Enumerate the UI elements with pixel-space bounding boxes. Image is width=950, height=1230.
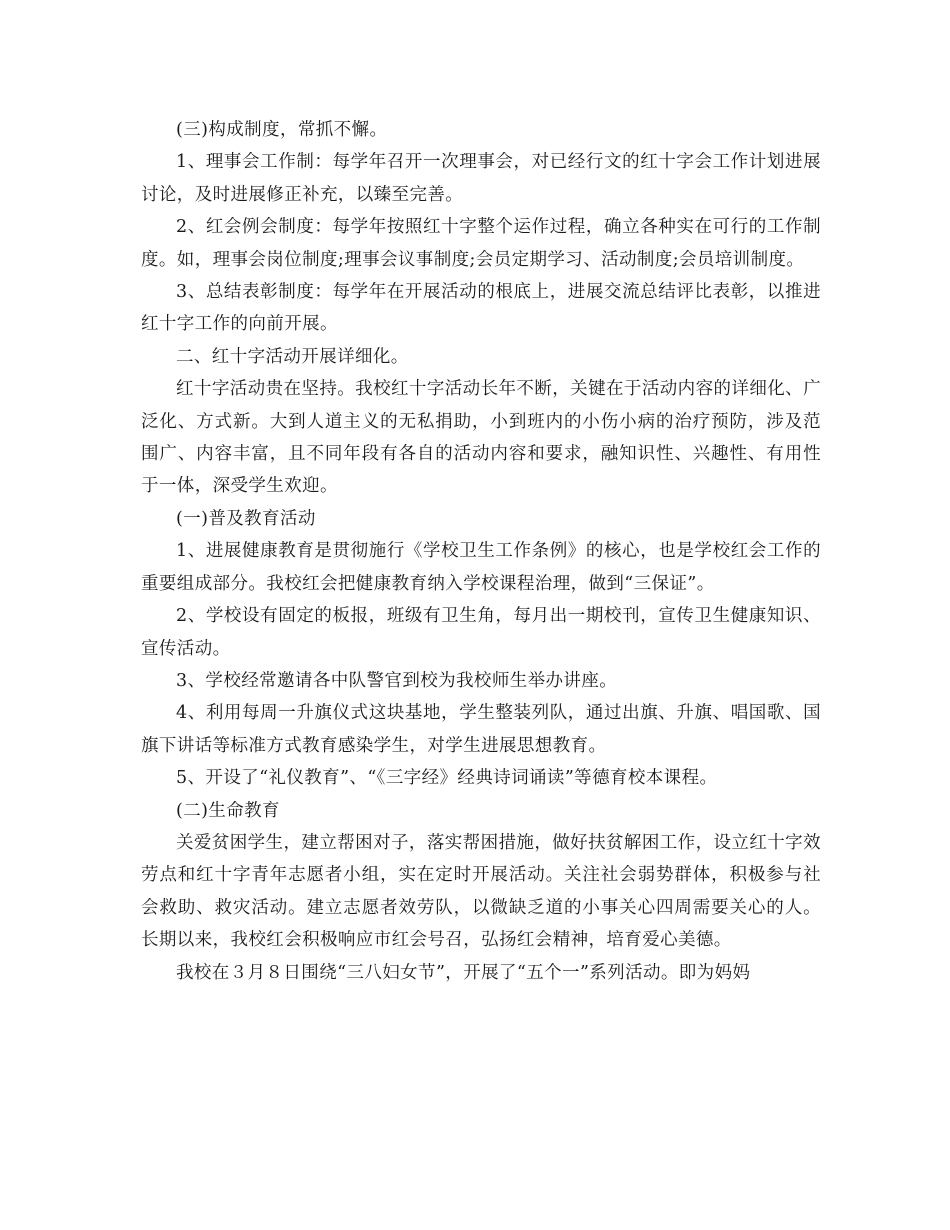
paragraph-heading-activities: 二、红十字活动开展详细化。: [176, 346, 409, 367]
paragraph-health-education: 1、进展健康教育是贯彻施行《学校卫生工作条例》的核心，也是学校红会工作的重要组成部分。我校红会把健康教育纳入学校课程治理，做到“三保证”。: [141, 541, 821, 594]
paragraph-womens-day: 我校在３月８日围绕“三八妇女节”，开展了“五个一”系列活动。即为妈妈: [176, 962, 751, 983]
paragraph-courses: 5、开设了“礼仪教育”、“《三字经》经典诗词诵读”等德育校本课程。: [176, 768, 718, 789]
paragraph-council-work: 1、理事会工作制：每学年召开一次理事会，对已经行文的红十字会工作计划进展讨论，及时进展修正补充，以臻至完善。: [141, 152, 821, 205]
paragraph-flag-ceremony: 4、利用每周一升旗仪式这块基地，学生整装列队，通过出旗、升旗、唱国歌、国旗下讲话等标准方式教育感染学生，对学生进展思想教育。: [141, 703, 821, 756]
paragraph-heading-life-education: (二)生命教育: [176, 800, 280, 821]
paragraph-heading-institutions: (三)构成制度，常抓不懈。: [176, 120, 388, 140]
paragraph-regular-meeting: 2、红会例会制度：每学年按照红十字整个运作过程，确立各种实在可行的工作制度。如，理事会岗位制度;理事会议事制度;会员定期学习、活动制度;会员培训制度。: [141, 217, 821, 270]
paragraph-care-poor-students: 关爱贫困学生，建立帮困对子，落实帮困措施，做好扶贫解困工作，设立红十字效劳点和红十字青年志愿者小组，实在定时开展活动。关注社会弱势群体，积极参与社会救助、救灾活动。建立志愿者效劳队，以微缺乏道的小事关心四周需要关心的人。长期以来，我校红会积极响应市红会号召，弘扬红会精神，培育爱心美德。: [141, 832, 821, 951]
document-body: [141, 114, 821, 989]
paragraph-summary-commendation: 3、总结表彰制度：每学年在开展活动的根底上，进展交流总结评比表彰，以推进红十字工作的向前开展。: [141, 282, 821, 335]
paragraph-activities-detail: 红十字活动贵在坚持。我校红十字活动长年不断，关键在于活动内容的详细化、广泛化、方式新。大到人道主义的无私捐助，小到班内的小伤小病的治疗预防，涉及范围广、内容丰富，且不同年段有各自的活动内容和要求，融知识性、兴趣性、有用性于一体，深受学生欢迎。: [141, 379, 821, 497]
paragraph-heading-education: (一)普及教育活动: [176, 508, 316, 529]
paragraph-blackboard: 2、学校设有固定的板报，班级有卫生角，每月出一期校刊，宣传卫生健康知识、宣传活动。: [141, 606, 821, 659]
paragraph-lectures: 3、学校经常邀请各中队警官到校为我校师生举办讲座。: [176, 670, 618, 691]
